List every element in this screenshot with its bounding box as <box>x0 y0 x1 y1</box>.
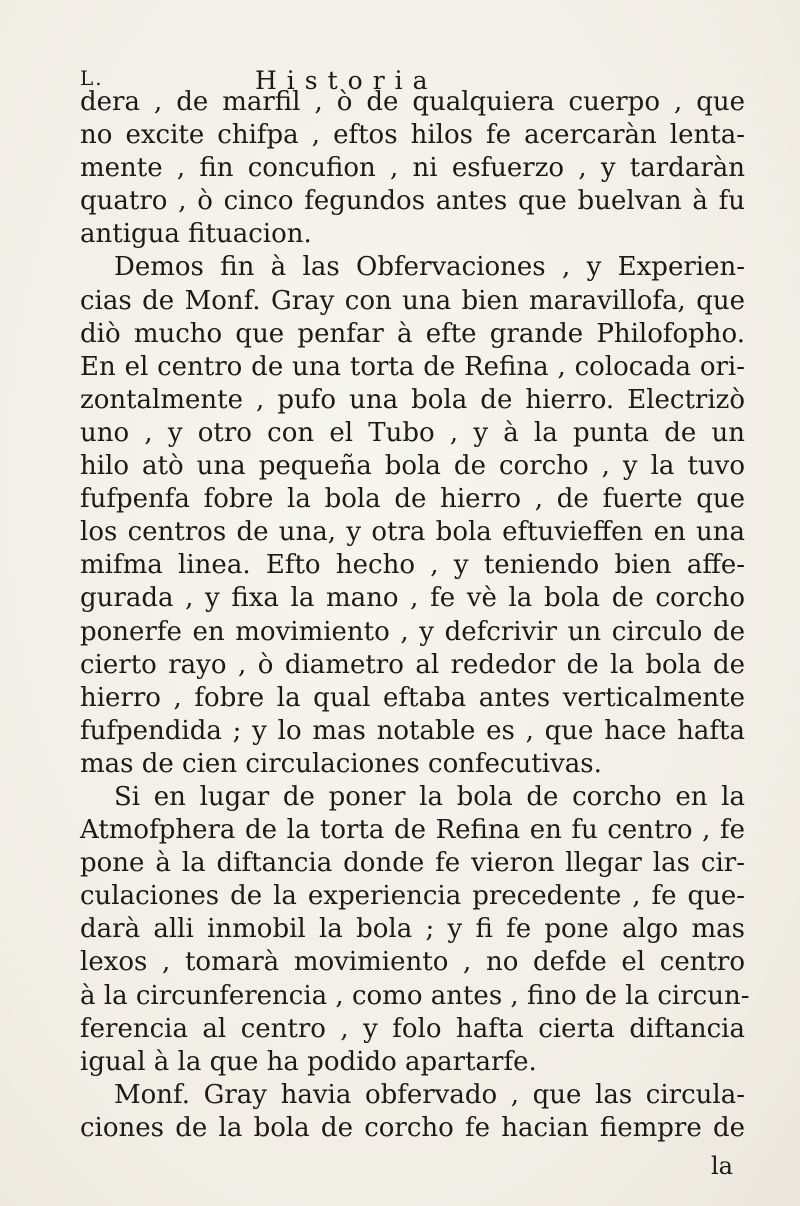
text-line: Atmofphera de la torta de Refina en fu centro , fe <box>80 815 745 846</box>
text-line: mas de cien circulaciones confecutivas. <box>80 748 602 779</box>
text-line: darà alli inmobil la bola ; y fi fe pone algo mas <box>80 914 745 945</box>
text-line: lexos , tomarà movimiento , no defde el centro <box>80 947 745 978</box>
running-title: Historia <box>255 66 438 95</box>
text-line: antigua fituacion. <box>80 219 312 250</box>
text-line: Si en lugar de poner la bola de corcho en la <box>114 781 745 812</box>
text-line: pone à la diftancia donde fe vieron llegar las cir- <box>80 848 745 879</box>
text-line: los centros de una, y otra bola eftuvieffen en una <box>80 517 745 548</box>
text-line: fufpenfa fobre la bola de hierro , de fuerte que <box>80 484 745 515</box>
text-line: zontalmente , pufo una bola de hierro. Electrizò <box>80 384 745 415</box>
text-line: no excite chifpa , eftos hilos fe acercaràn lenta- <box>80 120 745 151</box>
text-line: igual à la que ha podido apartarfe. <box>80 1046 537 1077</box>
text-line: mifma linea. Efto hecho , y teniendo bien affe- <box>80 550 745 581</box>
text-line: hierro , fobre la qual eftaba antes verticalmente <box>80 682 745 713</box>
text-line: mente , fin concufion , ni esfuerzo , y tardaràn <box>80 153 745 184</box>
catchword: la <box>711 1152 733 1180</box>
page-folio: L. <box>80 66 104 90</box>
text-line: gurada , y fixa la mano , fe vè la bola de corcho <box>80 583 745 614</box>
text-line: hilo atò una pequeña bola de corcho , y la tuvo <box>80 451 745 482</box>
text-line: diò mucho que penfar à efte grande Philofopho. <box>80 318 745 349</box>
text-line: fufpendida ; y lo mas notable es , que hace hafta <box>80 715 745 746</box>
text-line: Monf. Gray havia obfervado , que las circula- <box>114 1079 745 1110</box>
text-line: Demos fin à las Obfervaciones , y Experien- <box>114 252 745 283</box>
text-line: En el centro de una torta de Refina , colocada ori- <box>80 351 745 382</box>
text-line: cierto rayo , ò diametro al rededor de la bola de <box>80 649 745 680</box>
text-line: ciones de la bola de corcho fe hacian fiempre de <box>80 1112 745 1143</box>
text-line: quatro , ò cinco fegundos antes que buelvan à fu <box>80 186 745 217</box>
text-line: uno , y otro con el Tubo , y à la punta de un <box>80 417 745 448</box>
text-line: ponerfe en movimiento , y defcrivir un circulo de <box>80 616 745 647</box>
text-line: ferencia al centro , y folo hafta cierta diftancia <box>80 1013 745 1044</box>
text-line: à la circunferencia , como antes , fino de la circun- <box>80 980 750 1011</box>
body-text <box>80 86 750 1145</box>
text-line: cias de Monf. Gray con una bien maravillofa, que <box>80 285 745 316</box>
text-line: culaciones de la experiencia precedente , fe que- <box>80 881 745 912</box>
text-line: dera , de marfil , ò de qualquiera cuerpo , que <box>80 87 745 117</box>
